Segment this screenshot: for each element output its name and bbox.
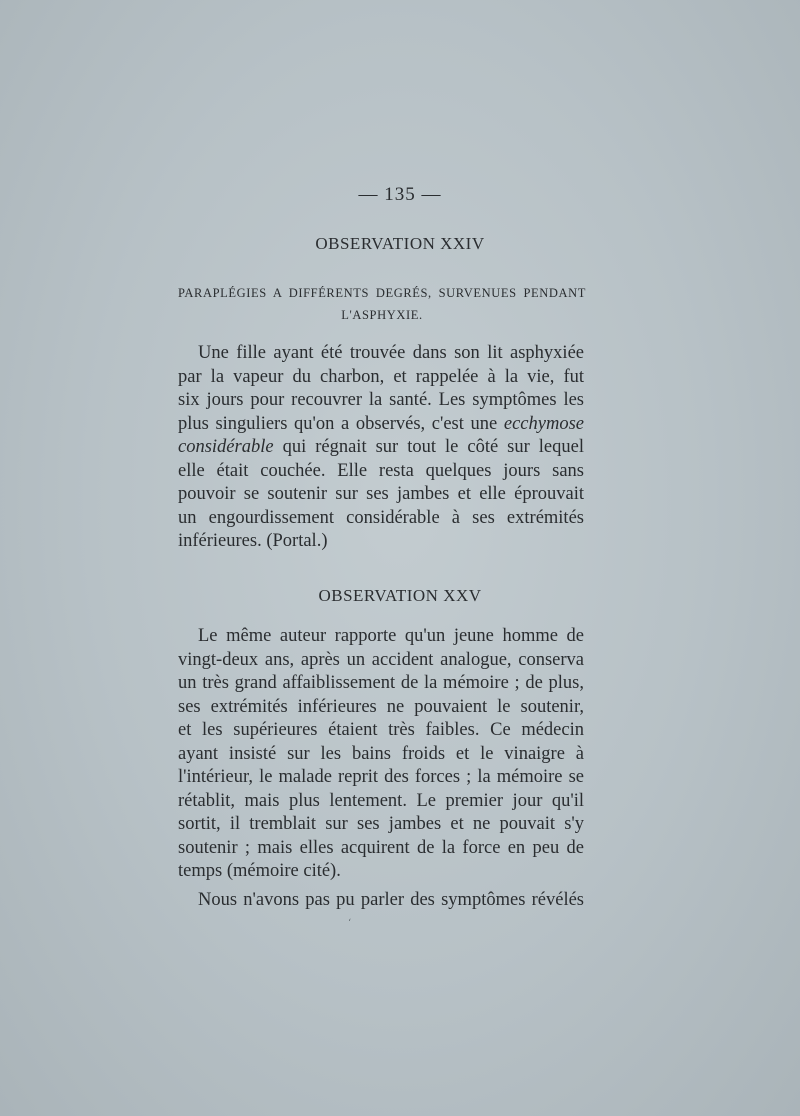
paragraph-line: et les supérieures étaient très faibles. Ce médecin: [178, 720, 584, 740]
paragraph-line: ses extrémités inférieures ne pouvaient le soutenir,: [178, 696, 584, 717]
paragraph-line: inférieures. (Portal.): [178, 531, 328, 551]
emphasis-text: considérable: [178, 437, 274, 457]
paragraph-line: Nous n'avons pas pu parler des symptômes révélés: [198, 890, 584, 910]
stray-mark: ‘: [348, 918, 352, 929]
paragraph-line: Le même auteur rapporte qu'un jeune homme de: [198, 626, 584, 646]
subtitle-line-2: L'ASPHYXIE.: [341, 308, 423, 322]
paragraph-line: par la vapeur du charbon, et rappelée à la vie, fut: [178, 366, 584, 387]
observation-24-paragraph: [178, 342, 584, 554]
observation-25-title: OBSERVATION XXV: [318, 586, 482, 605]
paragraph-line: ayant insisté sur les bains froids et le vinaigre à: [178, 743, 584, 764]
paragraph-line: vingt-deux ans, après un accident analogue, conserva: [178, 649, 584, 670]
paragraph-line: soutenir ; mais elles acquirent de la force en peu de: [178, 837, 584, 858]
page-number: — 135 —: [358, 184, 442, 205]
observation-25-paragraph: [178, 625, 584, 884]
closing-paragraph: [178, 889, 584, 913]
paragraph-line: considérable qui régnait sur tout le côté sur lequel: [178, 437, 584, 457]
emphasis-text: ecchymose: [503, 413, 584, 434]
paragraph-line: Une fille ayant été trouvée dans son lit asphyxiée: [198, 343, 584, 363]
paragraph-line: plus singuliers qu'on a observés, c'est une ecchymose: [178, 413, 584, 434]
paragraph-line: pouvoir se soutenir sur ses jambes et elle éprouvait: [178, 484, 584, 504]
paragraph-line: sortit, il tremblait sur ses jambes et ne pouvait s'y: [178, 814, 584, 834]
observation-24-subtitle: [178, 282, 586, 326]
paragraph-line: un très grand affaiblissement de la mémoire ; de plus,: [178, 673, 584, 693]
subtitle-line-1: PARAPLÉGIES A DIFFÉRENTS DEGRÉS, SURVENUES PENDANT: [178, 286, 586, 300]
paragraph-line: elle était couchée. Elle resta quelques jours sans: [178, 460, 584, 481]
paragraph-line: six jours pour recouvrer la santé. Les symptômes les: [178, 390, 584, 410]
paragraph-line: un engourdissement considérable à ses extrémités: [178, 507, 584, 528]
paragraph-line: temps (mémoire cité).: [178, 861, 341, 881]
paragraph-line: l'intérieur, le malade reprit des forces ; la mémoire se: [178, 767, 584, 787]
paragraph-line: rétablit, mais plus lentement. Le premier jour qu'il: [178, 790, 584, 811]
observation-24-title: OBSERVATION XXIV: [315, 234, 485, 253]
